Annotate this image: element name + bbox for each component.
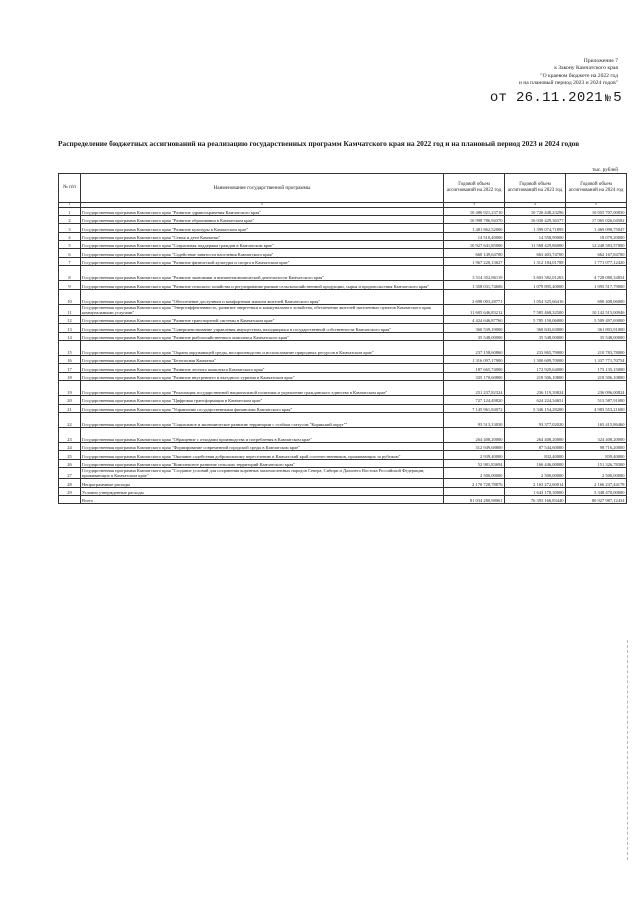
row-number: 17 [59,364,81,372]
table-row [59,459,627,467]
row-number: 25 [59,451,81,459]
row-number: 26 [59,459,81,467]
row-number: 7 [59,257,81,265]
amount-2024: 4 728 080,34854 [566,266,627,281]
row-number: 21 [59,404,81,412]
table-row [59,496,627,504]
table-row [59,372,627,380]
amount-2024: 1 469 098,75047 [566,224,627,232]
amount-2022: 660 149,64700 [444,249,505,257]
amount-2022: 52 981,83694 [444,459,505,467]
table-row [59,364,627,372]
table-row [59,404,627,412]
amount-2023: 360 843,63000 [505,324,566,332]
program-name: Государственная программа Камчатского края "Безопасная Камчатка" [81,355,444,363]
amount-2022: 237 158,60860 [444,340,505,355]
program-name: Государственная программа Камчатского края "Развитие внутреннего и въездного туризма в Камчатском крае" [81,372,444,380]
program-name: Государственная программа Камчатского края "Охрана окружающей среды, воспроизводство и использование природных ресурсов в Камчатском крае" [81,340,444,355]
amount-2022 [444,487,505,495]
amount-2024: 1 771 077,12420 [566,257,627,265]
amount-2023: 236 119,39824 [505,381,566,396]
amount-2023: 663 403,74700 [505,249,566,257]
amount-2022: 16 998 786,94370 [444,215,505,223]
allocation-table [58,173,627,504]
amount-2024: 165 415,86460 [566,412,627,427]
header-2024: Годовой объем ассигнований на 2024 год [566,174,627,203]
amount-2024: 173 135,15000 [566,364,627,372]
appendix-line: Приложение 7 [583,58,618,64]
amount-2023: 1 643 178,30000 [505,487,566,495]
table-row [59,207,627,215]
program-name: Государственная программа Камчатского края "Социальное и экономическое развитие территории с особым статусом "Корякский округ"" [81,412,444,427]
table-row [59,266,627,281]
row-number: 11 [59,304,81,315]
program-name: Государственная программа Камчатского края "Семья и дети Камчатки" [81,232,444,240]
row-number: 8 [59,266,81,281]
column-index: 4 [505,203,566,208]
amount-2023: 5 785 150,06000 [505,315,566,323]
amount-2024: 4 983 553,21600 [566,404,627,412]
program-name: Государственная программа Камчатского края "Совершенствование управления имуществом, находящимся в государственной собственности Камчатского края" [81,324,444,332]
amount-2023: 233 865,79000 [505,340,566,355]
table-row [59,224,627,232]
amount-2022: 312 949,68800 [444,442,505,450]
stamp-date-line [490,90,622,106]
table-row [59,355,627,363]
amount-2024: 5 509 497,69000 [566,315,627,323]
table-row [59,249,627,257]
amount-2023: 2 500,00000 [505,468,566,479]
amount-2024: 98 716,20000 [566,442,627,450]
table-row [59,396,627,404]
amount-2024: 35 548,00000 [566,332,627,340]
program-name: Государственная программа Камчатского края "Развитие транспортной системы в Камчатском крае" [81,315,444,323]
date-value: 26.11.2021 [515,90,603,106]
program-name: Государственная программа Камчатского края "Развитие рыбохозяйственного комплекса Камчатского края" [81,332,444,340]
row-number: 15 [59,340,81,355]
table-row [59,479,627,487]
header-2022: Годовой объем ассигнований на 2022 год [444,174,505,203]
amount-2022: 360 539,19000 [444,324,505,332]
amount-2022: 11 605 646,83212 [444,304,505,315]
amount-2024: 80 927 987,12434 [566,496,627,504]
amount-2024: 2 166 237,44178 [566,479,627,487]
amount-2023: 1 079 895,40000 [505,281,566,289]
header-num: № п/п [59,174,81,203]
table-row [59,315,627,323]
program-name: Государственная программа Камчатского края "Реализация государственной национальной политики и укрепление гражданского единства в Камчатском крае" [81,381,444,396]
row-number: 29 [59,487,81,495]
amount-2024: 12 248 583,57000 [566,241,627,249]
amount-2022: 7 145 961,84072 [444,404,505,412]
program-name: Государственная программа Камчатского края "Развитие лесного комплекса Камчатского края" [81,364,444,372]
amount-2022: 81 034 280,98061 [444,496,505,504]
margin-mark [627,640,632,860]
amount-2023: 11 568 429,86000 [505,241,566,249]
amount-2022: 10 927 641,85000 [444,241,505,249]
amount-2022: 187 665,74000 [444,364,505,372]
amount-2023: 1 054 325,66416 [505,289,566,304]
amount-2022: 1 316 097,17900 [444,355,505,363]
amount-2022: 14 510,40000 [444,232,505,240]
program-name: Государственная программа Камчатского края "Обращение с отходами производства и потребления в Камчатском крае" [81,427,444,442]
program-name: Государственная программа Камчатского края "Обеспечение доступным и комфортным жильем жителей Камчатского края" [81,289,444,304]
amount-2022: 1 358 031,74606 [444,281,505,289]
amount-2022: 93 513,13030 [444,412,505,427]
document-number: 5 [613,90,622,106]
row-number [59,496,81,504]
table-row [59,281,627,289]
column-index: 1 [59,203,81,208]
amount-2023: 2 163 272,60014 [505,479,566,487]
appendix-line: к Закону Камчатского края [554,65,618,72]
program-name: Государственная программа Камчатского края "Энергоэффективность, развитие энергетики и коммунального хозяйства, обеспечение жителей населенных пунктов Камчатского края коммунальными услугами" [81,304,444,315]
amount-2024: 3 348 470,00000 [566,487,627,495]
table-row [59,442,627,450]
program-name: Государственная программа Камчатского края "Социальная поддержка граждан в Камчатском крае" [81,241,444,249]
amount-2023: 172 929,64000 [505,364,566,372]
amount-2024: 513 587,91000 [566,396,627,404]
amount-2023: 5 346 154,28200 [505,404,566,412]
table-row [59,381,627,396]
amount-2024: 324 408,20000 [566,427,627,442]
date-prefix: от [489,90,508,106]
column-index: 3 [444,203,505,208]
program-name: Государственная программа Камчатского края "Развитие экономики и внешнеэкономической деятельности Камчатского края" [81,266,444,281]
amount-2023: 1 399 074,71895 [505,224,566,232]
table-row [59,304,627,315]
row-number: 20 [59,396,81,404]
amount-2024: 662 167,84700 [566,249,627,257]
program-name: Государственная программа Камчатского края "Комплексное развитие сельских территорий Камчатского края" [81,459,444,467]
table-row [59,412,627,427]
table-row [59,468,627,479]
amount-2023: 624 224,34651 [505,396,566,404]
amount-2023: 10 726 448,23296 [505,207,566,215]
amount-2023: 832,40000 [505,451,566,459]
amount-2024: 151 326,78300 [566,459,627,467]
program-name: Государственная программа Камчатского края "Развитие физической культуры и спорта в Камчатском крае" [81,257,444,265]
program-name: Государственная программа Камчатского края "Развитие сельского хозяйства и регулирование рынков сельскохозяйственной продукции, сырья и продовольствия Камчатского края" [81,281,444,289]
table-row [59,332,627,340]
table-row [59,215,627,223]
program-name: Непрограммные расходы [81,479,444,487]
amount-2022: 4 424 646,87760 [444,315,505,323]
table-row [59,487,627,495]
amount-2024: 839,40000 [566,451,627,459]
amount-2023: 16 030 429,36377 [505,215,566,223]
appendix-line: и на плановый период 2023 и 2024 годов" [518,80,618,87]
table-row [59,451,627,459]
amount-2023: 87 544,60000 [505,442,566,450]
table-row [59,289,627,304]
row-number: 3 [59,224,81,232]
row-number: 14 [59,332,81,340]
amount-2022: 3 514 352,86119 [444,266,505,281]
amount-2023: 166 446,00000 [505,459,566,467]
table-row [59,257,627,265]
amount-2023: 76 393 166,83440 [505,496,566,504]
table-row [59,427,627,442]
row-number: 2 [59,215,81,223]
amount-2024: 10 142 515,00946 [566,304,627,315]
column-index: 2 [81,203,444,208]
row-number: 4 [59,232,81,240]
amount-2024: 1 337 771,70754 [566,355,627,363]
amount-2022: 35 548,00000 [444,332,505,340]
appendix-line: "О краевом бюджете на 2022 год [540,72,618,79]
program-name: Государственная программа Камчатского края "Создание условий для сохранения коренных малочисленных народов Севера, Сибири и Дальнего Востока Российской Федерации, проживающих в Камчатском крае" [81,468,444,479]
amount-2022: 1 967 220,13627 [444,257,505,265]
program-name: Государственная программа Камчатского края "Развитие здравоохранения Камчатского края" [81,207,444,215]
row-number: 13 [59,324,81,332]
amount-2023: 264 408,20000 [505,427,566,442]
row-number: 22 [59,412,81,427]
appendix-caption [408,58,618,88]
program-name: Государственная программа Камчатского края "Развитие культуры в Камчатском крае" [81,224,444,232]
amount-2024: 210 783,78000 [566,340,627,355]
row-number: 27 [59,468,81,479]
program-name: Государственная программа Камчатского края "Формирование современной городской среды в Камчатском крае" [81,442,444,450]
amount-2022: 2 698 003,28771 [444,289,505,304]
amount-2022: 727 124,49820 [444,396,505,404]
amount-2023: 7 585 468,32500 [505,304,566,315]
amount-2022: 1 481 862,52000 [444,224,505,232]
amount-2023: 1 312 184,01788 [505,257,566,265]
table-row [59,241,627,249]
amount-2022: 2 170 728,78876 [444,479,505,487]
column-index: 5 [566,203,627,208]
document-title: Распределение бюджетных ассигнований на реализацию государственных программ Камчатского края на 2022 год и на плановый период 2023 и 2024 годов [58,139,580,148]
amount-2023: 35 548,00000 [505,332,566,340]
amount-2024: 218 506,10800 [566,372,627,380]
table-row [59,324,627,332]
amount-2023: 14 558,90000 [505,232,566,240]
amount-2022: 2 500,00000 [444,468,505,479]
table-row [59,340,627,355]
amount-2022: 251 237,82324 [444,381,505,396]
amount-2024: 236 096,00824 [566,381,627,396]
amount-2024: 690 408,06000 [566,289,627,304]
amount-2023: 218 506,10800 [505,372,566,380]
program-name: Государственная программа Камчатского края "Цифровая трансформация в Камчатском крае" [81,396,444,404]
amount-2022: 335 170,60800 [444,372,505,380]
amount-2024: 10 055 707,00830 [566,207,627,215]
row-number: 24 [59,442,81,450]
program-name: Государственная программа Камчатского края "Управление государственными финансами Камчатского края" [81,404,444,412]
row-number: 1 [59,207,81,215]
row-number: 28 [59,479,81,487]
amount-2023: 3 603 382,01263 [505,266,566,281]
row-number: 23 [59,427,81,442]
number-sign: № [604,94,612,105]
program-name: Условно утвержденные расходы [81,487,444,495]
amount-2024: 1 095 517,79000 [566,281,627,289]
amount-2024: 361 803,91000 [566,324,627,332]
row-number: 9 [59,281,81,289]
row-number: 18 [59,372,81,380]
row-number: 5 [59,241,81,249]
program-name: Государственная программа Камчатского края "Развитие образования в Камчатском крае" [81,215,444,223]
amount-2024: 17 065 026,04582 [566,215,627,223]
row-number: 19 [59,381,81,396]
program-name: Государственная программа Камчатского края "Оказание содействия добровольному переселению в Камчатский край соотечественников, проживающих за рубежом" [81,451,444,459]
amount-2023: 93 377,02020 [505,412,566,427]
row-number: 16 [59,355,81,363]
table-row [59,232,627,240]
row-number: 12 [59,315,81,323]
header-2023: Годовой объем ассигнований на 2023 год [505,174,566,203]
header-name: Наименование государственной программы [81,174,444,203]
amount-2023: 1 300 609,70000 [505,355,566,363]
units-label: тыс. рублей [592,167,618,173]
row-number: 10 [59,289,81,304]
amount-2024: 18 079,20000 [566,232,627,240]
amount-2022: 264 408,20000 [444,427,505,442]
program-name: Всего [81,496,444,504]
program-name: Государственная программа Камчатского края "Содействие занятости населения Камчатского края" [81,249,444,257]
amount-2022: 2 939,40000 [444,451,505,459]
row-number: 6 [59,249,81,257]
amount-2024: 2 500,00000 [566,468,627,479]
amount-2022: 10 486 921,23710 [444,207,505,215]
